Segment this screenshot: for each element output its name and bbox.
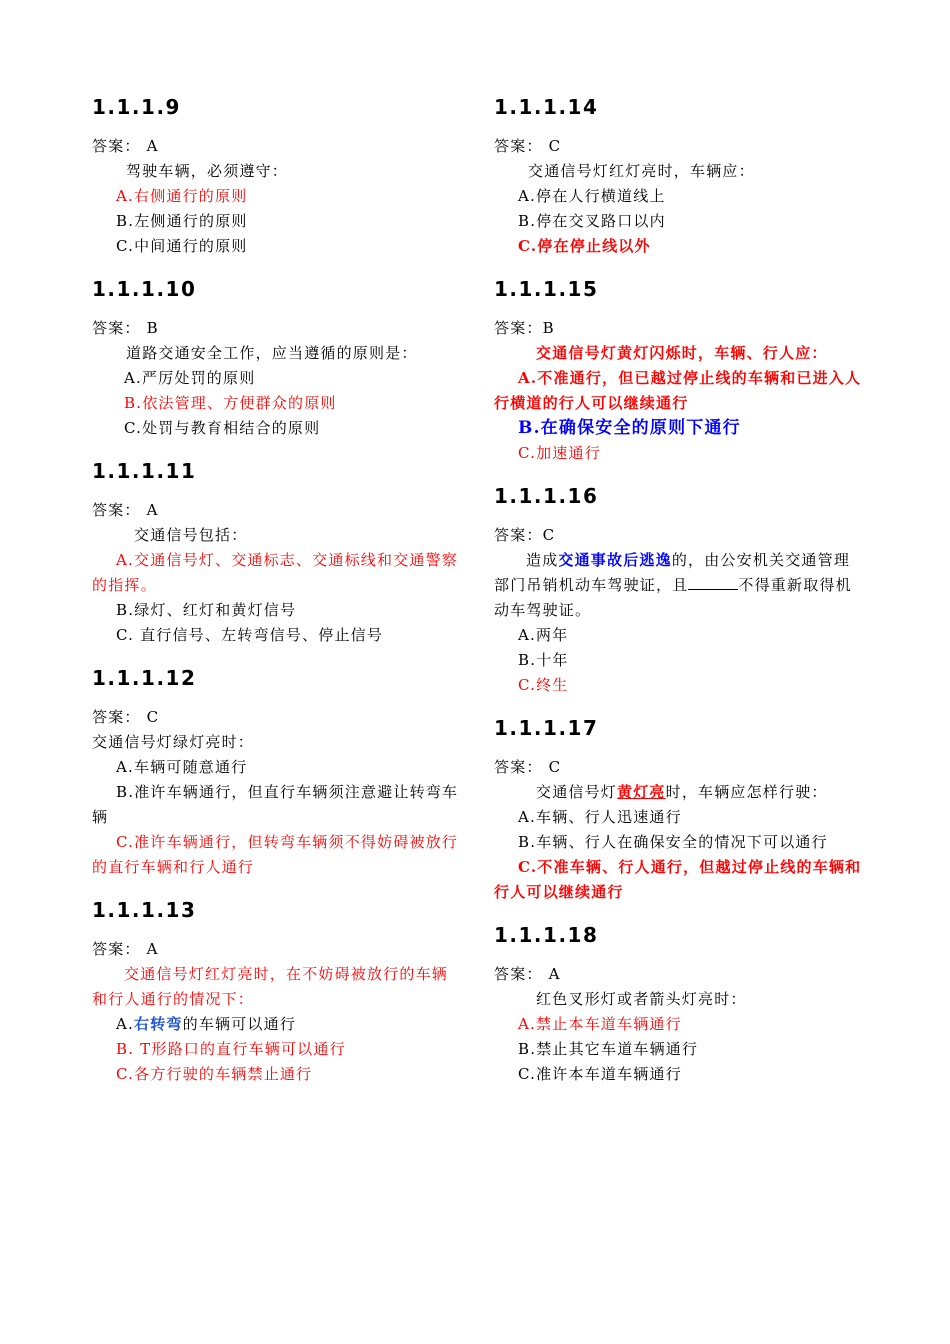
question-number: 1.1.1.11 (92, 459, 197, 483)
question-1-1-1-16 (494, 481, 864, 698)
question-text: 交通信号包括： (134, 526, 248, 544)
answer-line (494, 523, 864, 548)
option-a-emphasis: 右转弯 (134, 1015, 183, 1033)
option-c: C.停在停止线以外 (518, 237, 651, 255)
question-text: 交通信号灯红灯亮时，在不妨碍被放行的车辆和行人通行的情况下： (92, 965, 449, 1008)
answer-value: C (542, 526, 556, 544)
question-text: 驾驶车辆，必须遵守： (126, 162, 289, 180)
right-column (494, 92, 864, 1087)
option-b: B.车辆、行人在确保安全的情况下可以通行 (518, 833, 828, 851)
question-1-1-1-14 (494, 92, 864, 259)
answer-value: A (548, 965, 561, 983)
option-b: B.准许车辆通行，但直行车辆须注意避让转弯车辆 (92, 783, 459, 826)
question-text: 红色叉形灯或者箭头灯亮时： (536, 990, 747, 1008)
question-emphasis: 交通事故后逃逸 (558, 551, 672, 569)
option-c: C.准许车辆通行，但转弯车辆须不得妨碍被放行的直行车辆和行人通行 (92, 833, 459, 876)
question-prefix: 交通信号灯 (536, 783, 618, 801)
answer-label: 答案： (494, 526, 543, 544)
question-text (494, 780, 864, 805)
option-a: A.严厉处罚的原则 (124, 369, 256, 387)
answer-label: 答案： (92, 708, 141, 726)
option-a: A.右侧通行的原则 (116, 187, 248, 205)
question-middle: 的，由公安机关交通管理部门吊销机动车驾驶证，且 (494, 551, 851, 594)
answer-value: B (542, 319, 555, 337)
answer-value: A (146, 137, 159, 155)
answer-value: A (146, 501, 159, 519)
option-a: A.两年 (518, 626, 569, 644)
question-number: 1.1.1.16 (494, 484, 599, 508)
option-b: B.禁止其它车道车辆通行 (518, 1040, 699, 1058)
option-a: A.车辆、行人迅速通行 (518, 808, 682, 826)
left-column (92, 92, 462, 1087)
question-number: 1.1.1.10 (92, 277, 197, 301)
option-c: C. 直行信号、左转弯信号、停止信号 (116, 626, 384, 644)
question-text (494, 548, 864, 623)
question-1-1-1-9 (92, 92, 462, 259)
option-a: A.交通信号灯、交通标志、交通标线和交通警察的指挥。 (92, 551, 459, 594)
answer-label: 答案： (92, 319, 141, 337)
question-text: 交通信号灯红灯亮时，车辆应： (528, 162, 755, 180)
question-text: 道路交通安全工作，应当遵循的原则是： (126, 344, 418, 362)
question-1-1-1-12 (92, 663, 462, 880)
option-c: C.终生 (518, 676, 569, 694)
answer-label: 答案： (494, 137, 543, 155)
answer-value: C (548, 137, 562, 155)
option-b: B.绿灯、红灯和黄灯信号 (116, 601, 297, 619)
answer-line (494, 755, 864, 780)
option-b: B. T形路口的直行车辆可以通行 (116, 1040, 346, 1058)
answer-label: 答案： (494, 319, 543, 337)
option-a-suffix: 的车辆可以通行 (182, 1015, 297, 1033)
question-1-1-1-13 (92, 895, 462, 1087)
answer-line (92, 498, 462, 523)
option-c: C.不准车辆、行人通行，但越过停止线的车辆和行人可以继续通行 (494, 858, 862, 901)
question-number: 1.1.1.15 (494, 277, 599, 301)
answer-value: C (146, 708, 160, 726)
answer-line (92, 937, 462, 962)
answer-value: B (146, 319, 159, 337)
option-c: C.准许本车道车辆通行 (518, 1065, 682, 1083)
option-b: B.依法管理、方便群众的原则 (124, 394, 337, 412)
question-suffix: 时，车辆应怎样行驶： (665, 783, 828, 801)
question-prefix: 造成 (526, 551, 559, 569)
question-number: 1.1.1.9 (92, 95, 181, 119)
answer-line (494, 316, 864, 341)
option-a (92, 1012, 462, 1037)
option-b: B.左侧通行的原则 (116, 212, 248, 230)
option-a: A.禁止本车道车辆通行 (518, 1015, 682, 1033)
answer-line (92, 316, 462, 341)
answer-label: 答案： (92, 137, 141, 155)
question-1-1-1-17 (494, 713, 864, 905)
answer-line (494, 134, 864, 159)
option-a-prefix: A. (116, 1015, 135, 1033)
option-c: C.加速通行 (518, 444, 601, 462)
option-b: B.停在交叉路口以内 (518, 212, 666, 230)
answer-label: 答案： (92, 501, 141, 519)
option-c: C.各方行驶的车辆禁止通行 (116, 1065, 313, 1083)
question-emphasis: 黄灯亮 (617, 783, 666, 801)
question-number: 1.1.1.18 (494, 923, 599, 947)
option-c: C.处罚与教育相结合的原则 (124, 419, 321, 437)
fill-in-blank (688, 575, 738, 590)
question-number: 1.1.1.17 (494, 716, 599, 740)
question-number: 1.1.1.14 (494, 95, 599, 119)
answer-label: 答案： (92, 940, 141, 958)
option-a: A.不准通行，但已越过停止线的车辆和已进入人行横道的行人可以继续通行 (494, 369, 862, 412)
option-b: B.十年 (518, 651, 569, 669)
answer-value: A (146, 940, 159, 958)
question-number: 1.1.1.12 (92, 666, 197, 690)
question-text: 交通信号灯黄灯闪烁时，车辆、行人应： (536, 344, 828, 362)
option-a: A.停在人行横道线上 (518, 187, 666, 205)
answer-line (494, 962, 864, 987)
answer-label: 答案： (494, 965, 543, 983)
option-b: B.在确保安全的原则下通行 (518, 418, 741, 438)
answer-label: 答案： (494, 758, 543, 776)
option-a: A.车辆可随意通行 (116, 758, 248, 776)
question-number: 1.1.1.13 (92, 898, 197, 922)
question-1-1-1-15 (494, 274, 864, 466)
question-text: 交通信号灯绿灯亮时： (92, 733, 255, 751)
option-c: C.中间通行的原则 (116, 237, 248, 255)
question-1-1-1-10 (92, 274, 462, 441)
question-1-1-1-18 (494, 920, 864, 1087)
question-suffix: 不得重新取得机动车驾驶证。 (494, 576, 852, 619)
answer-line (92, 134, 462, 159)
answer-value: C (548, 758, 562, 776)
question-1-1-1-11 (92, 456, 462, 648)
answer-line (92, 705, 462, 730)
